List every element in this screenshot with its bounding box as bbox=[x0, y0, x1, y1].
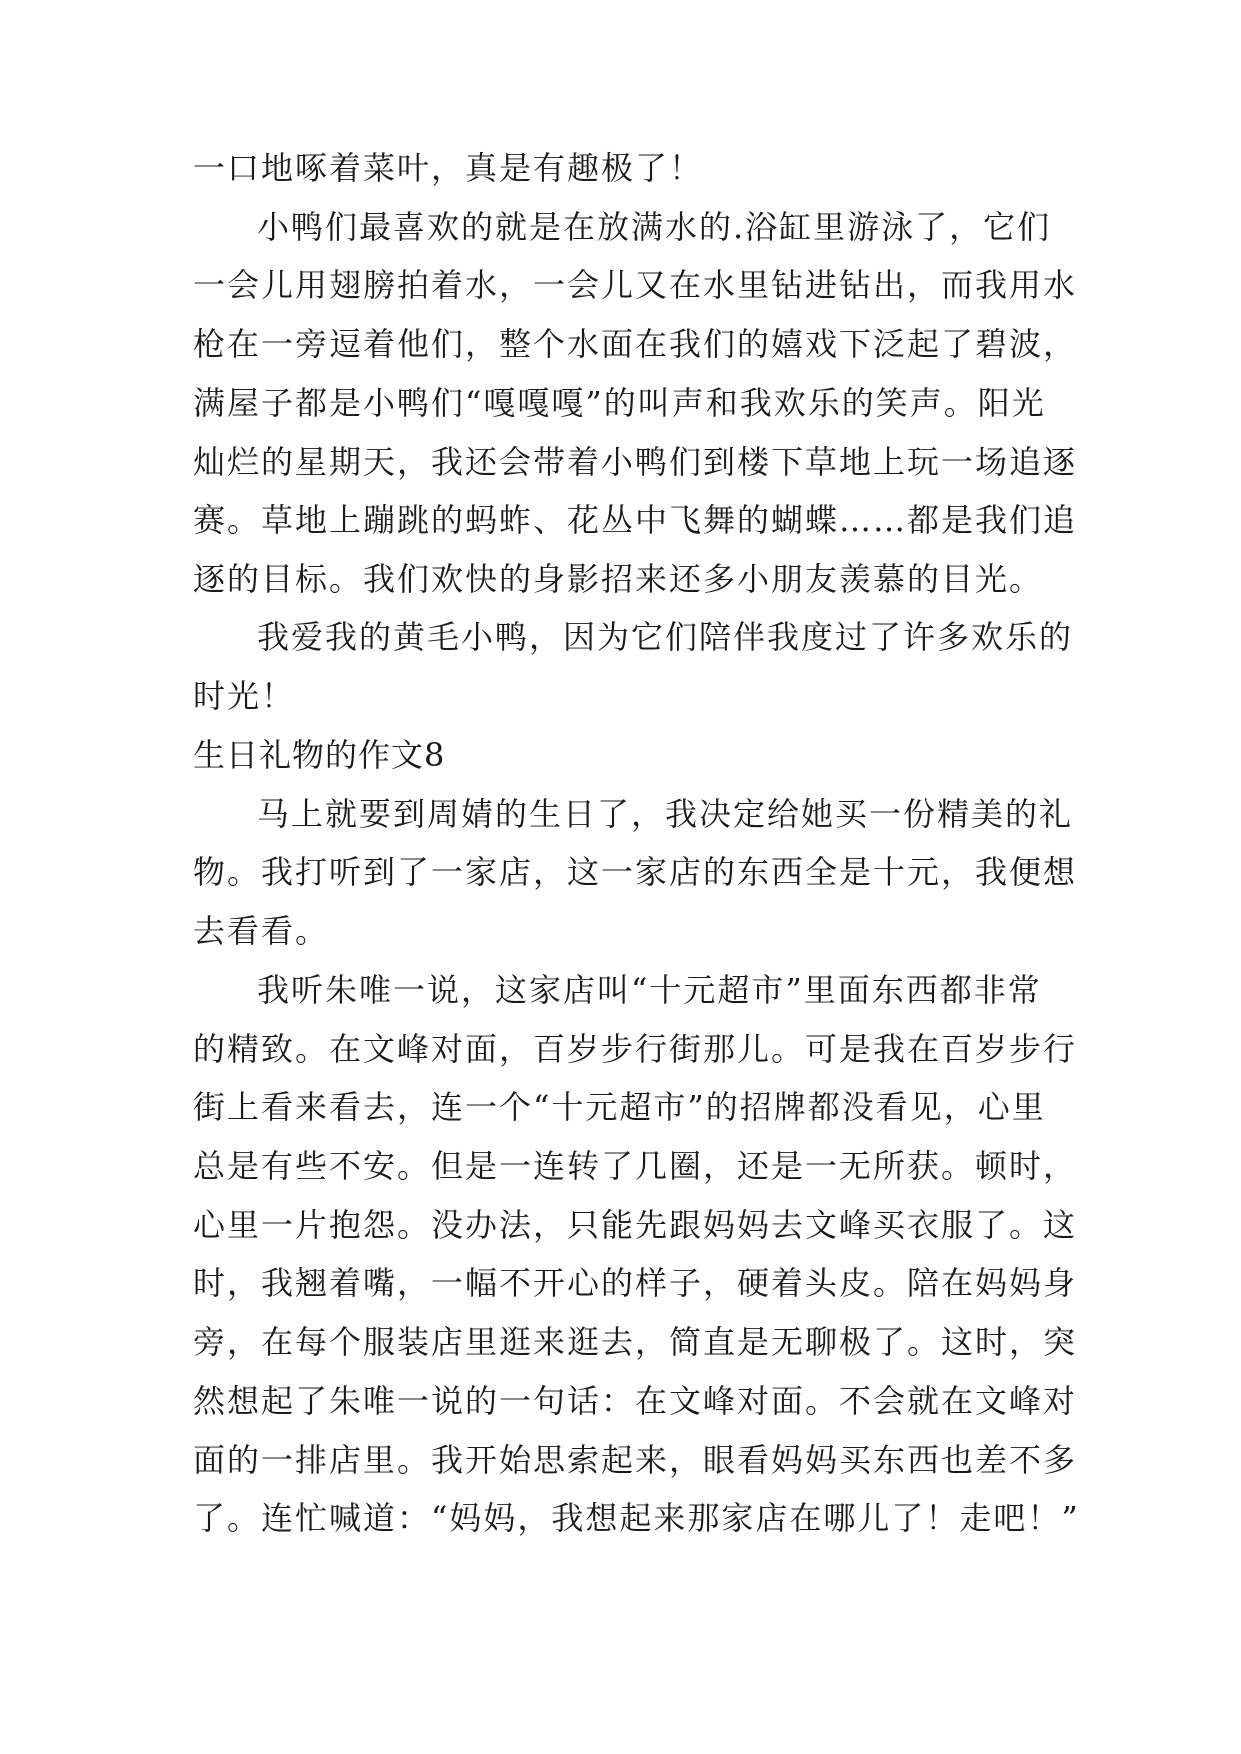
paragraph-first-line: 我听朱唯一说，这家店叫“十元超市”里面东西都非常 bbox=[257, 971, 1042, 1009]
paragraph-first-line: 马上就要到周婧的生日了，我决定给她买一份精美的礼 bbox=[257, 795, 1074, 833]
text-line: 总是有些不安。但是一连转了几圈，还是一无所获。顿时， bbox=[193, 1147, 1078, 1185]
text-line: 赛。草地上蹦跳的蚂蚱、花丛中飞舞的蝴蝶……都是我们追 bbox=[193, 501, 1078, 539]
section-heading: 生日礼物的作文8 bbox=[193, 736, 446, 774]
text-line: 物。我打听到了一家店，这一家店的东西全是十元，我便想 bbox=[193, 853, 1078, 891]
text-line: 街上看来看去，连一个“十元超市”的招牌都没看见，心里 bbox=[193, 1088, 1046, 1126]
text-line: 一会儿用翅膀拍着水，一会儿又在水里钻进钻出，而我用水 bbox=[193, 266, 1078, 304]
text-line: 的精致。在文峰对面，百岁步行街那儿。可是我在百岁步行 bbox=[193, 1030, 1078, 1068]
text-line: 时光！ bbox=[193, 677, 296, 715]
text-line: 满屋子都是小鸭们“嘎嘎嘎”的叫声和我欢乐的笑声。阳光 bbox=[193, 384, 1046, 422]
text-line: 逐的目标。我们欢快的身影招来还多小朋友羡慕的目光。 bbox=[193, 560, 1044, 598]
text-line: 心里一片抱怨。没办法，只能先跟妈妈去文峰买衣服了。这 bbox=[193, 1206, 1078, 1244]
paragraph-first-line: 小鸭们最喜欢的就是在放满水的.浴缸里游泳了，它们 bbox=[257, 208, 1052, 246]
text-line: 了。连忙喊道：“妈妈，我想起来那家店在哪儿了！走吧！” bbox=[193, 1499, 1080, 1537]
text-line: 旁，在每个服装店里逛来逛去，简直是无聊极了。这时，突 bbox=[193, 1323, 1078, 1361]
text-line: 去看看。 bbox=[193, 912, 330, 950]
text-line: 时，我翘着嘴，一幅不开心的样子，硬着头皮。陪在妈妈身 bbox=[193, 1264, 1078, 1302]
text-line: 枪在一旁逗着他们，整个水面在我们的嬉戏下泛起了碧波， bbox=[193, 325, 1078, 363]
text-line: 然想起了朱唯一说的一句话：在文峰对面。不会就在文峰对 bbox=[193, 1382, 1078, 1420]
text-line: 面的一排店里。我开始思索起来，眼看妈妈买东西也差不多 bbox=[193, 1441, 1078, 1479]
paragraph-first-line: 我爱我的黄毛小鸭，因为它们陪伴我度过了许多欢乐的 bbox=[257, 618, 1074, 656]
text-line: 一口地啄着菜叶，真是有趣极了！ bbox=[193, 149, 704, 187]
text-line: 灿烂的星期天，我还会带着小鸭们到楼下草地上玩一场追逐 bbox=[193, 443, 1078, 481]
